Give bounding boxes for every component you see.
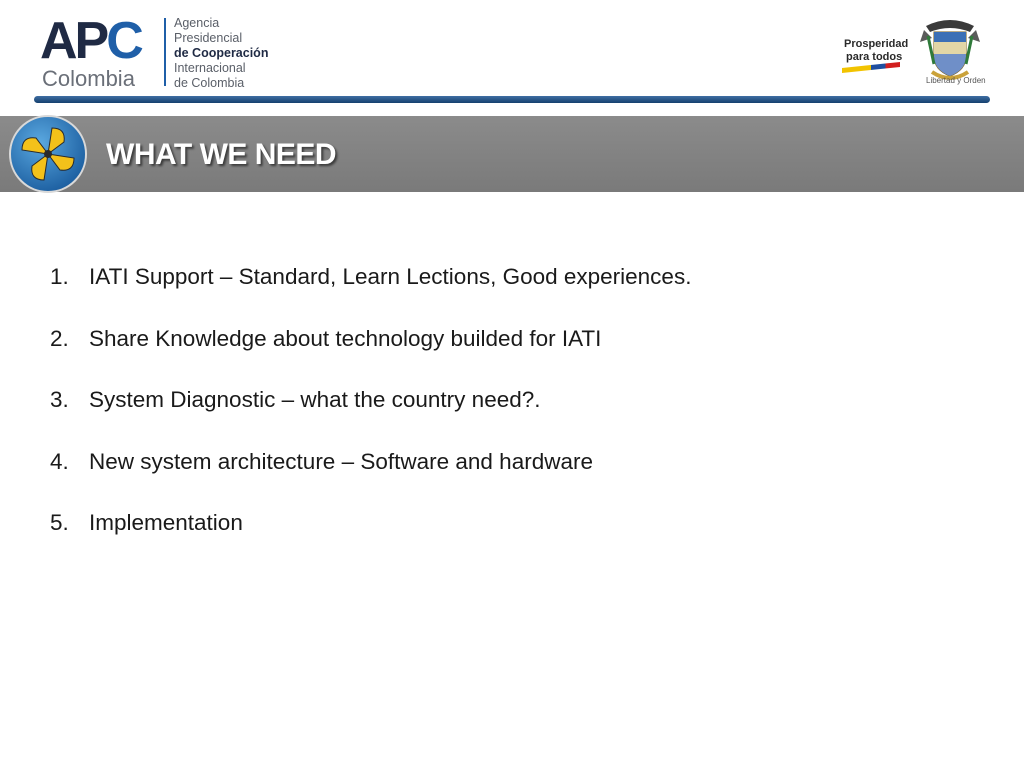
list-item [50, 385, 950, 447]
slide-title: WHAT WE NEED [106, 138, 337, 171]
item-text: IATI Support – Standard, Learn Lections, Good experiences. [89, 264, 692, 289]
item-number: 2. [50, 325, 69, 351]
agency-line: Agencia [174, 16, 220, 30]
list-item [50, 447, 950, 509]
prosperidad-line2: para todos [846, 51, 903, 63]
apc-wordmark [40, 12, 160, 70]
apc-colombia-logo [40, 12, 280, 94]
item-number: 4. [50, 448, 69, 474]
item-number: 1. [50, 264, 69, 289]
item-text: System Diagnostic – what the country need?. [89, 387, 541, 412]
list-item [50, 262, 950, 324]
item-text: Implementation [89, 510, 243, 535]
agency-name [174, 16, 268, 91]
agency-line: Presidencial [174, 31, 243, 45]
logo-divider [164, 18, 166, 86]
needs-list [50, 262, 950, 570]
apc-wordmark-c: C [106, 12, 141, 70]
item-number: 3. [50, 387, 69, 412]
spiral-emblem-icon [8, 114, 88, 194]
escudo-caption: Libertad y Orden [926, 76, 986, 85]
apc-colombia-text: Colombia [42, 66, 135, 91]
item-text: Share Knowledge about technology builded for IATI [89, 325, 602, 351]
list-item [50, 508, 950, 570]
flag-stripe [842, 62, 900, 73]
agency-line: de Cooperación [174, 46, 269, 60]
item-number: 5. [50, 510, 69, 535]
prosperidad-line1: Prosperidad [844, 38, 909, 50]
header-rule [34, 96, 990, 103]
agency-line: Internacional [174, 61, 246, 75]
apc-wordmark-ap: AP [40, 12, 107, 70]
prosperidad-logo [840, 36, 909, 74]
item-text: New system architecture – Software and hardware [89, 448, 593, 474]
agency-line: de Colombia [174, 76, 245, 90]
list-item [50, 324, 950, 386]
